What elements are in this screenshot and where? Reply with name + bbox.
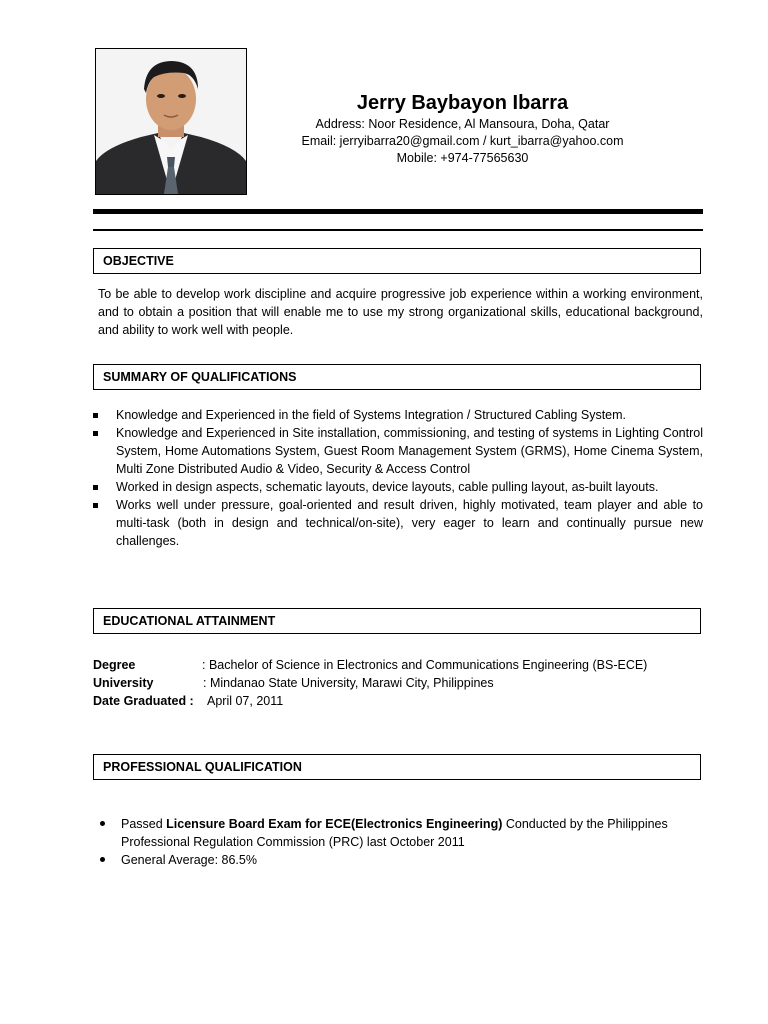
bullet-dot-icon	[100, 821, 105, 826]
list-item	[93, 406, 703, 424]
university-row	[93, 674, 703, 692]
qualifications-list	[93, 406, 703, 550]
address-line: Address: Noor Residence, Al Mansoura, Doha, Qatar	[315, 117, 610, 131]
graduation-label: Date Graduated :	[93, 694, 194, 708]
qualification-text: Worked in design aspects, schematic layouts, device layouts, cable pulling layout, as-built layouts.	[116, 480, 659, 494]
candidate-name: Jerry Baybayon Ibarra	[356, 92, 569, 114]
item-prefix: Passed	[121, 817, 167, 831]
qualification-text: Knowledge and Experienced in the field of Systems Integration / Structured Cabling System.	[116, 408, 627, 422]
list-item	[93, 424, 703, 478]
objective-text: To be able to develop work discipline and acquire progressive job experience within a working environment, and to obtain a position that will enable me to use my strong organizational skills, educational background, and ability to work well with people.	[98, 287, 703, 337]
general-average: General Average: 86.5%	[121, 853, 257, 867]
portrait-image	[96, 49, 246, 194]
list-item	[100, 851, 700, 869]
exam-name: Licensure Board Exam for ECE(Electronics Engineering)	[166, 817, 503, 831]
item-suffix: Conducted by the Philippines Professional Regulation Commission (PRC) last October 2011	[121, 817, 668, 849]
summary-heading: SUMMARY OF QUALIFICATIONS	[93, 364, 701, 390]
university-value: : Mindanao State University, Marawi City, Philippines	[203, 676, 494, 690]
graduation-row	[93, 692, 703, 710]
header-divider-thick	[93, 209, 703, 214]
graduation-value: April 07, 2011	[207, 694, 284, 708]
resume-header	[250, 90, 675, 167]
bullet-square-icon	[93, 503, 98, 508]
bullet-square-icon	[93, 431, 98, 436]
mobile-line: Mobile: +974-77565630	[396, 151, 529, 165]
qualification-text: Works well under pressure, goal-oriented and result driven, highly motivated, team player and able to multi-task (both in design and technical/on-site), very eager to learn and continually pursue new challenges.	[116, 498, 703, 548]
bullet-dot-icon	[100, 857, 105, 862]
degree-label: Degree	[93, 658, 136, 672]
university-label: University	[93, 676, 154, 690]
degree-value: : Bachelor of Science in Electronics and Communications Engineering (BS-ECE)	[202, 658, 648, 672]
bullet-square-icon	[93, 485, 98, 490]
qualification-text: Knowledge and Experienced in Site installation, commissioning, and testing of systems in Lighting Control System, Home Automations System, Guest Room Management System (GRMS), Home Cinema System, Multi Zone Distributed Audio & Video, Security & Access Control	[116, 426, 703, 476]
professional-heading: PROFESSIONAL QUALIFICATION	[93, 754, 701, 780]
professional-list	[100, 815, 700, 869]
profile-photo	[95, 48, 247, 195]
education-details	[93, 656, 703, 710]
header-divider-thin	[93, 229, 703, 231]
email-line: Email: jerryibarra20@gmail.com / kurt_ibarra@yahoo.com	[301, 134, 624, 148]
list-item	[93, 496, 703, 550]
education-heading: EDUCATIONAL ATTAINMENT	[93, 608, 701, 634]
list-item	[100, 815, 700, 851]
degree-row	[93, 656, 703, 674]
objective-heading: OBJECTIVE	[93, 248, 701, 274]
bullet-square-icon	[93, 413, 98, 418]
list-item	[93, 478, 703, 496]
